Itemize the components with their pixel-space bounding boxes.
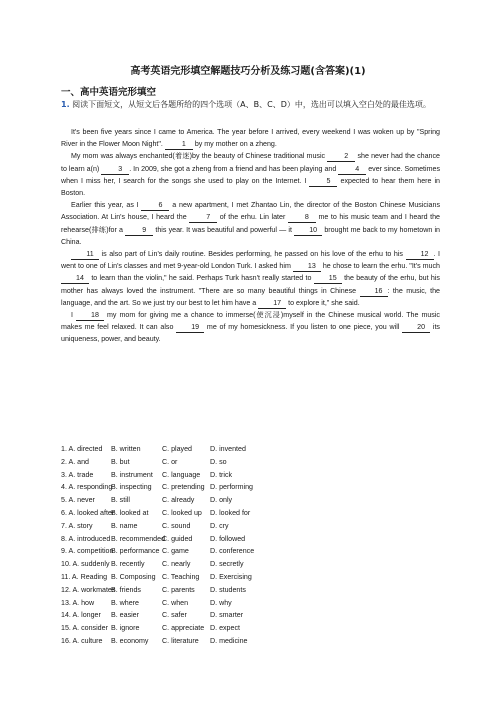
- passage-text: a new apartment, I met Zhantao Lin, the director of the Boston Chinese Musicians Association. At Lin's house, I heard the: [61, 201, 440, 222]
- blank-18: 18: [76, 311, 104, 321]
- passage-paragraph: [61, 126, 440, 150]
- option-choice: C. Teaching: [162, 572, 200, 581]
- passage-paragraph: [61, 150, 440, 199]
- option-choice: 1. A. directed: [61, 445, 103, 453]
- passage-text: me of my homesickness. If you listen to one piece, you will: [204, 323, 403, 332]
- option-choice: 15. A. consider: [61, 624, 108, 633]
- option-choice: B. ignore: [111, 624, 140, 633]
- option-choice: C. played: [162, 445, 192, 453]
- option-choice: B. name: [111, 521, 138, 530]
- option-choice: D. expect: [210, 624, 240, 633]
- option-choice: 13. A. how: [61, 598, 95, 607]
- option-choice: B. where: [111, 598, 139, 607]
- option-choice: C. sound: [162, 521, 191, 530]
- blank-7: 7: [189, 213, 217, 223]
- option-choice: 7. A. story: [61, 521, 93, 530]
- blank-8: 8: [288, 213, 316, 223]
- passage-text: . I went to one of Lin's classes and met 9-year-old London Turk. I asked him: [61, 250, 440, 271]
- option-choice: C. language: [162, 470, 201, 479]
- option-choice: 3. A. trade: [61, 470, 94, 479]
- option-choice: D. Exercising: [210, 572, 252, 581]
- passage-text: : the music, the language, and the art. So we just try our best to let him have a: [61, 286, 441, 307]
- blank-2: 2: [327, 152, 355, 162]
- passage-text: of the erhu. Lin later: [217, 213, 288, 222]
- page-title: 高考英语完形填空解题技巧分析及练习题(含答案)(1): [130, 66, 366, 77]
- question-instruction: [61, 98, 441, 111]
- blank-1: 1: [165, 140, 193, 150]
- option-choice: 12. A. workmates: [61, 585, 116, 594]
- passage-text: she never had the chance to learn a(n): [61, 152, 440, 173]
- passage-text: me to his music team and I heard the rehearse(排练)for a: [61, 213, 440, 234]
- option-choice: B. recently: [111, 560, 145, 569]
- option-choice: C. nearly: [162, 560, 191, 569]
- passage-text: its uniqueness, power, and beauty.: [61, 323, 440, 344]
- option-choice: B. recommended: [111, 534, 166, 543]
- passage-text: brought me back to my hometown in China.: [61, 225, 440, 246]
- instruction-text: 阅读下面短文，从短文后各题所给的四个选项（A、B、C、D）中，选出可以填入空白处的最佳选项。: [72, 100, 431, 109]
- option-choice: D. invented: [210, 445, 246, 453]
- option-choice: 8. A. introduced: [61, 534, 111, 543]
- option-choice: D. why: [210, 598, 232, 607]
- option-choice: C. looked up: [162, 508, 202, 517]
- passage-text: by my mother on a zheng.: [192, 140, 277, 149]
- blank-13: 13: [293, 262, 321, 272]
- option-choice: 10. A. suddenly: [61, 560, 110, 569]
- option-choice: 9. A. competition: [61, 547, 114, 556]
- option-choice: B. performance: [111, 547, 160, 556]
- passage-text: this year. It was beautiful and powerful — it: [153, 225, 295, 234]
- passage-text: is also part of Lin's daily routine. Besides performing, he passed on his love of the erhu to his: [99, 250, 406, 259]
- option-choice: D. so: [210, 457, 227, 466]
- passage-paragraph: [61, 309, 440, 346]
- passage-text: It's been five years since I came to America. The year before I arrived, every weekend I was woken up by "Spring River in the Flower Moon Night".: [61, 128, 440, 149]
- option-choice: 11. A. Reading: [61, 572, 108, 581]
- blank-16: 16: [360, 287, 388, 297]
- blank-5: 5: [309, 177, 337, 187]
- option-choice: D. medicine: [210, 636, 248, 645]
- blank-9: 9: [125, 226, 153, 236]
- blank-20: 20: [402, 323, 430, 333]
- option-choice: C. literature: [162, 636, 199, 645]
- option-choice: D. smarter: [210, 611, 244, 620]
- option-choice: 14. A. longer: [61, 611, 101, 620]
- passage-text: ever since. Sometimes when I miss her, I search for the songs she used to play on the Internet. I: [61, 164, 440, 185]
- blank-6: 6: [141, 201, 169, 211]
- passage-text: the beauty of the erhu, but his mother has always loved the instrument. "There are so many beautiful things in Chinese: [61, 274, 440, 295]
- option-choice: B. written: [111, 445, 141, 453]
- option-choice: B. looked at: [111, 508, 149, 517]
- option-choice: 6. A. looked after: [61, 508, 115, 517]
- option-choice: 16. A. culture: [61, 636, 103, 645]
- passage-text: My mom was always enchanted(着迷)by the beauty of Chinese traditional music: [71, 152, 328, 161]
- passage-text: to explore it," she said.: [286, 298, 360, 307]
- section-heading: 一、高中英语完形填空: [61, 87, 157, 98]
- passage-text: Earlier this year, as I: [71, 201, 142, 210]
- blank-14: 14: [61, 274, 89, 284]
- option-choice: D. only: [210, 496, 233, 505]
- option-choice: 4. A. responding: [61, 483, 113, 492]
- passage-text: I: [71, 311, 76, 320]
- blank-10: 10: [294, 226, 322, 236]
- option-choice: C. pretending: [162, 483, 205, 492]
- option-choice: B. instrument: [111, 470, 153, 479]
- option-choice: D. followed: [210, 534, 246, 543]
- passage-text: to learn than the violin," he said. Perhaps Turk hasn't really started to: [89, 274, 314, 283]
- option-choice: C. game: [162, 547, 189, 556]
- option-choice: B. inspecting: [111, 483, 152, 492]
- passage-paragraph: [61, 248, 440, 309]
- option-choice: C. parents: [162, 585, 195, 594]
- option-choice: C. guided: [162, 534, 193, 543]
- blank-12: 12: [406, 250, 434, 260]
- blank-19: 19: [176, 323, 204, 333]
- option-choice: D. cry: [210, 521, 229, 530]
- option-choice: D. secretly: [210, 560, 244, 569]
- blank-11: 11: [71, 250, 99, 260]
- blank-17: 17: [258, 299, 286, 309]
- blank-15: 15: [314, 274, 342, 284]
- cloze-passage: [61, 126, 440, 346]
- option-choice: 5. A. never: [61, 496, 95, 505]
- option-choice: B. but: [111, 457, 130, 466]
- option-choice: D. trick: [210, 470, 233, 479]
- passage-text: he chose to learn the erhu. "It's much: [320, 262, 440, 271]
- option-choice: B. still: [111, 496, 130, 505]
- option-choice: C. or: [162, 457, 178, 466]
- option-choice: 2. A. and: [61, 457, 90, 466]
- passage-paragraph: [61, 199, 440, 248]
- option-choice: B. friends: [111, 585, 141, 594]
- option-choice: B. economy: [111, 636, 149, 645]
- option-choice: D. conference: [210, 547, 255, 556]
- option-choice: B. Composing: [111, 572, 156, 581]
- passage-text: . In 2009, she got a zheng from a friend and has been playing and: [129, 164, 339, 173]
- blank-4: 4: [338, 165, 366, 175]
- option-choice: C. safer: [162, 611, 187, 620]
- option-choice: C. when: [162, 598, 189, 607]
- blank-3: 3: [101, 165, 129, 175]
- question-number: 1.: [61, 100, 70, 109]
- passage-text: expected to hear them here in Boston.: [61, 176, 440, 198]
- option-choice: C. already: [162, 496, 195, 505]
- option-choice: D. performing: [210, 483, 253, 492]
- option-choice: B. easier: [111, 611, 139, 620]
- passage-text: my mom for giving me a chance to immerse(使沉浸)myself in the Chinese musical world. The music makes me feel relaxed. It can also: [61, 311, 440, 332]
- option-choice: C. appreciate: [162, 624, 205, 633]
- option-choice: D. looked for: [210, 508, 251, 517]
- option-choice: D. students: [210, 585, 246, 594]
